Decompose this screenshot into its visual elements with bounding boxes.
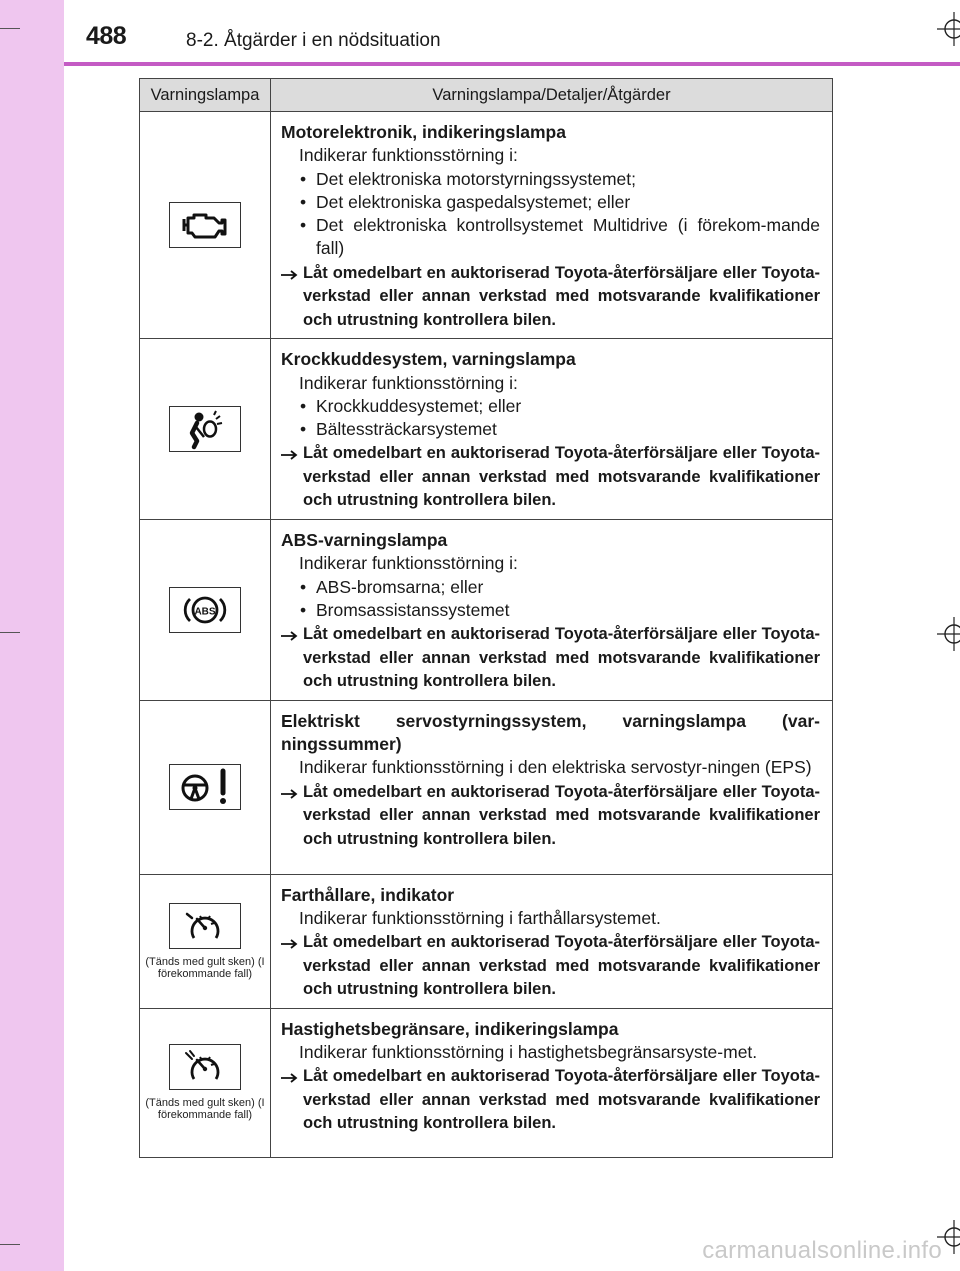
row-title: Elektriskt servostyrningssystem, varningslampa (var-ningssummer) [281, 710, 820, 754]
action-text: Låt omedelbart en auktoriserad Toyota-återförsäljare eller Toyota-verkstad eller annan verkstad med motsvarande kvalifikationer och utrustning kontrollera bilen. [303, 444, 820, 510]
table-row [140, 339, 833, 520]
list-item: • Bromsassistanssystemet [299, 599, 820, 622]
check-engine-icon [169, 202, 241, 248]
trim-mark [0, 28, 20, 29]
page-side-tab [0, 0, 64, 1271]
power-steering-icon [169, 764, 241, 810]
table-row [140, 874, 833, 1008]
page-number: 488 [86, 22, 127, 50]
lamp-note: (Tänds med gult sken) (I förekommande fall) [145, 955, 265, 980]
header-rule [64, 62, 960, 66]
list-item: • ABS-bromsarna; eller [299, 576, 820, 599]
action-instruction [281, 781, 820, 852]
section-title: 8-2. Åtgärder i en nödsituation [186, 30, 441, 51]
warning-lights-table [139, 78, 833, 1158]
watermark: carmanualsonline.info [702, 1237, 942, 1264]
action-text: Låt omedelbart en auktoriserad Toyota-återförsäljare eller Toyota-verkstad eller annan verkstad med motsvarande kvalifikationer och utrustning kontrollera bilen. [303, 1067, 820, 1133]
list-item: • Det elektroniska gaspedalsystemet; eller [299, 191, 820, 214]
row-intro: Indikerar funktionsstörning i den elektriska servostyr-ningen (EPS) [299, 757, 812, 778]
list-item: • Krockkuddesystemet; eller [299, 395, 820, 418]
table-row [140, 1008, 833, 1157]
trim-mark [0, 1244, 20, 1245]
row-title: Farthållare, indikator [281, 884, 455, 905]
arrow-right-icon [281, 270, 299, 280]
arrow-right-icon [281, 631, 299, 641]
list-item: • Bältessträckarsystemet [299, 418, 820, 441]
row-intro: Indikerar funktionsstörning i: [299, 372, 518, 393]
speed-limiter-icon [169, 1044, 241, 1090]
crop-mark-icon [937, 617, 960, 651]
arrow-right-icon [281, 450, 299, 460]
table-row [140, 700, 833, 874]
list-item: • Det elektroniska motorstyrningssystemet; [299, 168, 820, 191]
arrow-right-icon [281, 939, 299, 949]
row-intro: Indikerar funktionsstörning i: [299, 553, 518, 574]
action-text: Låt omedelbart en auktoriserad Toyota-återförsäljare eller Toyota-verkstad eller annan verkstad med motsvarande kvalifikationer och utrustning kontrollera bilen. [303, 263, 820, 329]
action-text: Låt omedelbart en auktoriserad Toyota-återförsäljare eller Toyota-verkstad eller annan verkstad med motsvarande kvalifikationer och utrustning kontrollera bilen. [303, 933, 820, 999]
action-instruction [281, 623, 820, 694]
lamp-note: (Tänds med gult sken) (I förekommande fall) [145, 1097, 265, 1122]
action-text: Låt omedelbart en auktoriserad Toyota-återförsäljare eller Toyota-verkstad eller annan verkstad med motsvarande kvalifikationer och utrustning kontrollera bilen. [303, 625, 820, 691]
action-instruction [281, 1065, 820, 1136]
row-title: ABS-varningslampa [281, 529, 448, 550]
column-header-details: Varningslampa/Detaljer/Åtgärder [271, 79, 833, 112]
action-instruction [281, 442, 820, 513]
svg-text:ABS: ABS [194, 606, 216, 618]
airbag-icon [169, 406, 241, 452]
arrow-right-icon [281, 789, 299, 799]
crop-mark-icon [937, 12, 960, 46]
abs-icon [169, 587, 241, 633]
row-intro: Indikerar funktionsstörning i: [299, 145, 518, 166]
trim-mark [0, 632, 20, 633]
row-title: Krockkuddesystem, varningslampa [281, 349, 576, 370]
cruise-control-icon [169, 903, 241, 949]
table-row [140, 519, 833, 700]
row-title: Hastighetsbegränsare, indikeringslampa [281, 1018, 619, 1039]
arrow-right-icon [281, 1073, 299, 1083]
action-instruction [281, 931, 820, 1002]
row-intro: Indikerar funktionsstörning i hastighetsbegränsarsyste-met. [299, 1042, 758, 1063]
action-instruction [281, 262, 820, 333]
row-intro: Indikerar funktionsstörning i farthållarsystemet. [299, 907, 661, 928]
list-item: • Det elektroniska kontrollsystemet Multidrive (i förekom-mande fall) [299, 214, 820, 261]
row-title: Motorelektronik, indikeringslampa [281, 122, 566, 142]
column-header-lamp: Varningslampa [140, 79, 271, 112]
table-row [140, 112, 833, 339]
action-text: Låt omedelbart en auktoriserad Toyota-återförsäljare eller Toyota-verkstad eller annan verkstad med motsvarande kvalifikationer och utrustning kontrollera bilen. [303, 782, 820, 848]
